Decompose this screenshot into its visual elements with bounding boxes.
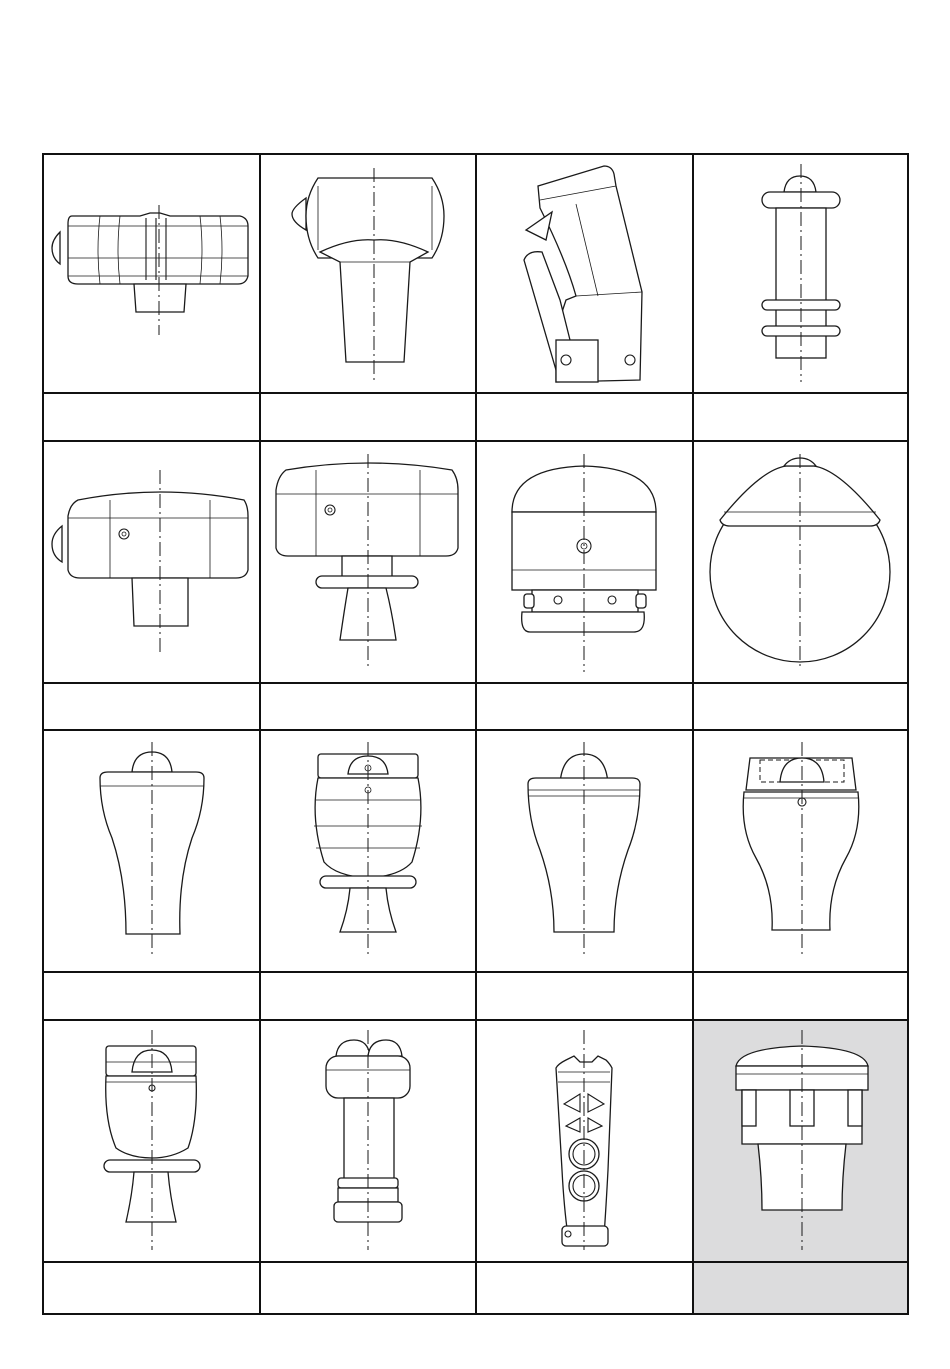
tapered-grip-recessed-button-drawing	[743, 742, 859, 958]
dome-cap-handle-drawing	[512, 454, 656, 672]
rounded-block-handle-drawing	[52, 470, 248, 656]
barrel-grip-collar-drawing	[314, 742, 422, 958]
tapered-grip-top-button-drawing	[100, 742, 204, 958]
tapered-grip-dome-button-drawing	[528, 742, 640, 958]
twin-button-stick-drawing	[326, 1030, 410, 1250]
short-barrel-grip-drawing	[104, 1030, 200, 1250]
slim-cylinder-handle-drawing	[762, 164, 840, 382]
ergonomic-grip-chevrons-drawing	[556, 1030, 612, 1250]
rounded-block-collar-drawing	[276, 454, 458, 670]
star-knob-handle-drawing	[52, 205, 248, 335]
mushroom-grip-drawing	[292, 168, 444, 382]
spherical-knob-drawing	[710, 454, 890, 670]
angled-pistol-grip-drawing	[524, 166, 642, 382]
